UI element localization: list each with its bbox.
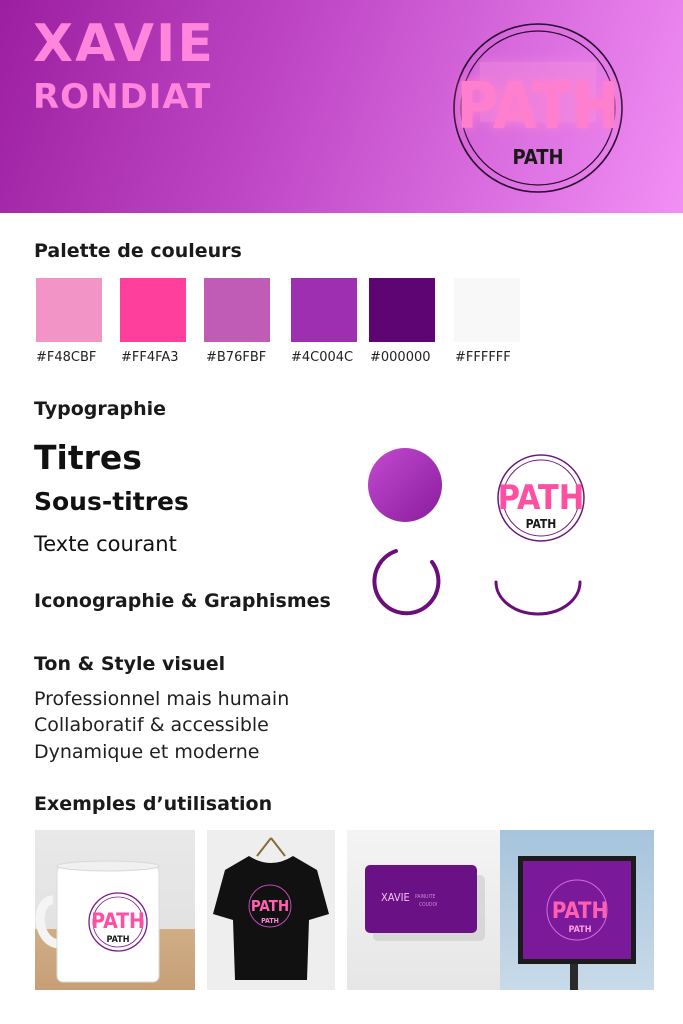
small-logo-sub-text: PATH (525, 517, 557, 531)
header-banner (0, 0, 683, 213)
color-code: #4C004C (291, 350, 354, 365)
tone-line: Dynamique et moderne (34, 741, 260, 763)
card-name: XAVIE (381, 891, 410, 904)
tshirt-logo-main: PATH (250, 897, 290, 915)
palette-title: Palette de couleurs (34, 240, 242, 262)
small-logo-icon (496, 452, 586, 544)
typography-title: Typographie (34, 398, 167, 420)
mug-logo-sub: PATH (106, 935, 130, 945)
filled-circle-icon (366, 446, 444, 524)
color-code: #000000 (370, 350, 431, 365)
billboard-logo-sub: PATH (568, 925, 592, 935)
card-small-text: PAINUITE (415, 894, 436, 900)
iconography-title: Iconographie & Graphismes (34, 590, 331, 612)
typography-heading-sample: Titres (34, 438, 142, 477)
billboard-logo-main: PATH (551, 899, 609, 924)
color-code: #FFFFFF (455, 350, 511, 365)
small-logo-main-text: PATH (497, 478, 585, 518)
color-code: #B76FBF (206, 350, 267, 365)
color-swatch (454, 278, 520, 342)
color-swatch (291, 278, 357, 342)
color-swatch (204, 278, 270, 342)
examples-title: Exemples d’utilisation (34, 793, 273, 815)
tone-title: Ton & Style visuel (34, 653, 226, 675)
color-code: #FF4FA3 (121, 350, 179, 365)
color-swatch (120, 278, 186, 342)
typography-subheading-sample: Sous-titres (34, 487, 189, 516)
mug-mockup (35, 830, 195, 990)
card-small-text-2: COUDOI (419, 902, 438, 908)
header-logo (452, 20, 624, 196)
arc-ring-icon (368, 546, 444, 618)
brand-name-last: RONDIAT (33, 77, 212, 117)
mug-logo-main: PATH (91, 909, 145, 933)
arc-curve-icon (492, 576, 584, 618)
logo-main-text: PATH (456, 70, 620, 144)
tone-line: Professionnel mais humain (34, 688, 290, 710)
color-swatch (369, 278, 435, 342)
tshirt-mockup (207, 830, 335, 990)
tone-line: Collaboratif & accessible (34, 714, 269, 736)
color-swatch (36, 278, 102, 342)
billboard-mockup (500, 830, 654, 990)
color-code: #F48CBF (36, 350, 97, 365)
brand-name-first: XAVIE (33, 14, 215, 74)
typography-body-sample: Texte courant (34, 532, 177, 556)
tshirt-logo-sub: PATH (261, 917, 279, 925)
business-card-mockup (347, 830, 500, 990)
logo-sub-text: PATH (512, 145, 564, 169)
